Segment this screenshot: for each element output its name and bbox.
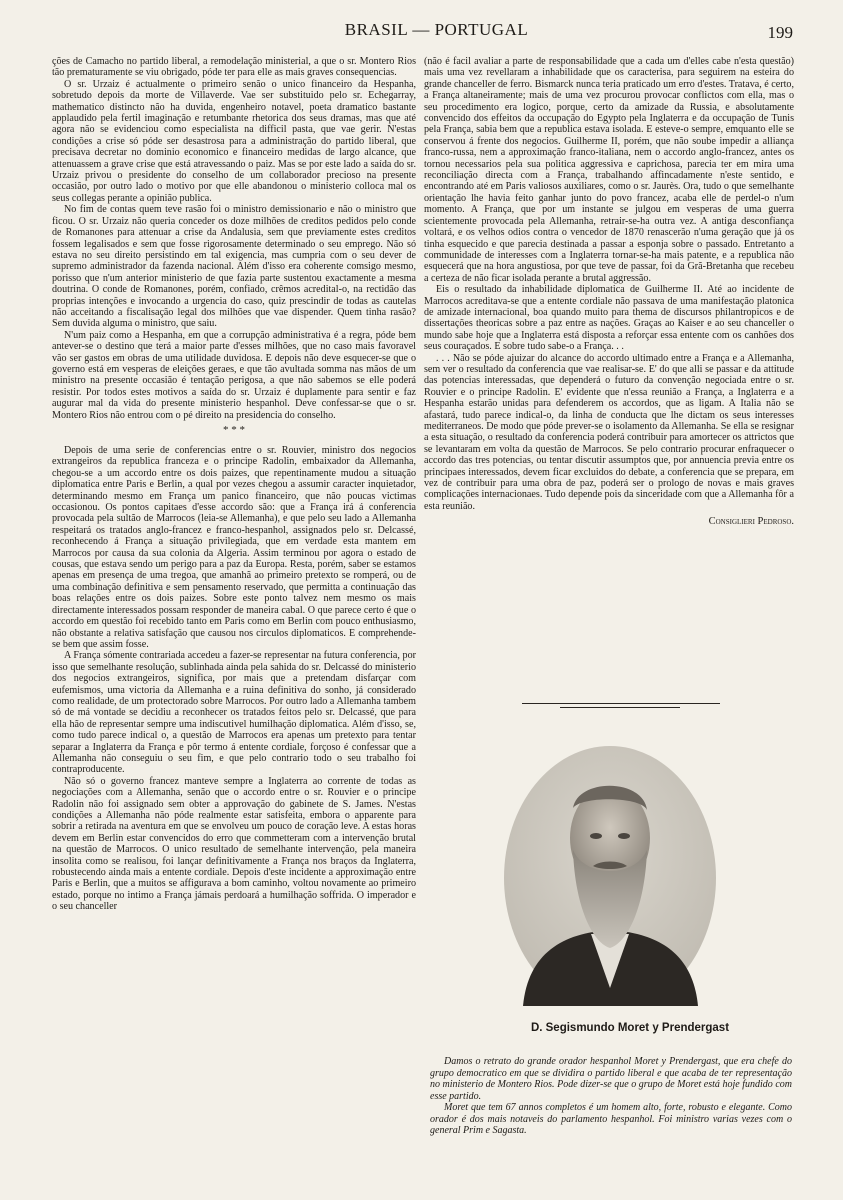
author-signature: Consiglieri Pedroso. [708, 516, 794, 528]
portrait-name: D. Segismundo Moret y Prendergast [530, 1022, 730, 1034]
caption-paragraph: Moret que tem 67 annos completos é um homem alto, forte, robusto e elegante. Como orador é dos mais notaveis do parlamento hespanhol. Foi ministro varias vezes com o general Prim e Sagasta. [430, 1102, 792, 1136]
article-paragraph: Depois de uma serie de conferencias entre o sr. Rouvier, ministro dos negocios extrangeiros da republica franceza e o principe Radolin, embaixador da Allemanha, chegou-se a um accordo entre os dois paizes, que repentinamente mudou a situação diplomatica entre Paris e Berlin, a qual por vezes chegou a assumir caracter inquietador, determinando mesmo em França um panico financeiro, que não poucas victimas occasionou. Os pontos capitaes d'esse accordo são: que a França irá á conferencia provocada pela sultão de Marrocos (leia-se Allemanha), e que pelo seu lado a Allemanha respeitará os tratados anglo-francez e franco-hespanhol, assignados pelo sr. Delcassé, reconhecendo á França a situação privilegiada, que em verdade esta mantem em Marrocos por causa da sua colonia da Algeria. Assim terminou por agora o estado de cousas, que estava sendo um perigo para a paz da Europa. Resta, porém, saber se estamos apenas em presença de uma tregoa, que amanhã ao primeiro pretexto se romperá, ou de uma combinação definitiva e sem pensamento reservado, que permitta a continuação das boas relações entre os dois paizes. Sobre este ponto talvez nem mesmo os mais directamente interessados possam responder de maneira cabal. O que parece certo é que o accordo em questão foi recebido tanto em Paris como em Berlin com pouco enthusiasmo, não obstante a relativa satisfação que causou nos circulos diplomaticos. E comprehende-se bem que assim fosse. [52, 445, 416, 650]
section-separator [52, 425, 416, 435]
separator-stars: * * * [223, 424, 245, 436]
portrait-caption [430, 1056, 792, 1137]
article-paragraph: ções de Camacho no partido liberal, a remodelação ministerial, a que o sr. Montero Rios tão prematuramente se viu obrigado, póde ter para elle as mais graves consequencias. [52, 56, 416, 79]
divider-rule [560, 707, 680, 708]
portrait-image [503, 738, 718, 1006]
article-paragraph: . . . Não se póde ajuizar do alcance do accordo ultimado entre a França e a Allemanha, sem ver o resultado da conferencia que vae realisar-se. E' do que alli se passar e da attitude das potencias interessadas, que dependerá o futuro da convenção negociada entre o sr. Rouvier e o principe Radolin. E' evidente que n'essa reunião a França, a Inglaterra e a Hespanha estarão unidas para defenderem os accordos, que as ligam. A Italia não se afastará, tudo parece indical-o, da linha de conducta que lhe dictam os seus interesses mediterraneos. De modo que póde prever-se o isolamento da Allemanha. Se ella se resignar a esta situação, o resultado da conferencia poderá contribuir para amortecer os attrictos que se levantaram em volta da questão de Marrocos. Se pelo contrario procurar enfraquecer o accordo das tres potencias, ou tentar discutir assumptos que, por annuencia previa entre os principaes interessados, devem ficar excluidos do debate, a conferencia que se prepara, em vez de contribuir para uma obra de paz, poderá ser o prologo de novas e mais graves complicações internacionaes. Tudo depende pois da sinceridade com que a Allemanha fôr a esta reunião. [424, 352, 794, 512]
divider-rule [522, 703, 720, 704]
page-number: 199 [767, 23, 793, 42]
caption-paragraph: Damos o retrato do grande orador hespanhol Moret y Prendergast, que era chefe do grupo democratico em que se dividira o partido liberal e que acaba de ter representação no ministerio de Montero Rios. Pode dizer-se que o grupo de Moret está hoje fundido com esse partido. [430, 1056, 792, 1102]
left-column [52, 56, 416, 1188]
article-paragraph: O sr. Urzaiz é actualmente o primeiro senão o unico financeiro da Hespanha, sobretudo depois da morte de Villaverde. Vae ser substituido pelo sr. Echegarray, mathematico distincto não ha duvida, engenheiro notavel, poeta dramatico bastante applaudido pela fertil imaginação e retumbante rhetorica dos seus dramas, mas que até agora não se evidenciou como especialista na difficil pasta, que vae gerir. N'estas condições a crise só póde ser desastrosa para a administração do partido liberal, que precisava decretar no dominio economico e financeiro medidas de largo alcance, que attenuassem a grave crise que está atravessando o paiz. Mas se por este lado a saída do sr. Urzaiz privou o presidente do conselho de um collaborador precioso na presente occasião, por outro lado o motivo por que elle abandonou o ministerio colloca mal os seus collegas perante a opinião publica. [52, 78, 416, 204]
portrait-eye-right [618, 833, 630, 839]
portrait-eye-left [590, 833, 602, 839]
right-column [424, 56, 794, 696]
article-paragraph: A França sómente contrariada accedeu a fazer-se representar na futura conferencia, por isso que semelhante resolução, sublinhada ainda pela sahida do sr. Delcassé do ministerio dos negocios extrangeiros, significa, por mais que a pretendam disfarçar com eufemismos, uma victoria da Allemanha e a ruina definitiva do sonho, já considerado como realidade, de um protectorado sobre Marrocos. Por outro lado a Allemanha tambem só de má vontade se decidiu a reconhecer os tratados feitos pelo sr. Delcassé, que para ella hão de representar sempre uma indiscutivel humilhação diplomatica. Além d'isso, se, como tudo parece indical o, a questão de Marrocos era apenas um pretexto para tentar separar a Inglaterra da França e pôr termo á entente cordiale, forçoso é confessar que a Allemanha não conseguiu o seu fim, e que pelo contrario todo o seu trabalho foi contraproducente. [52, 650, 416, 776]
article-paragraph: Não só o governo francez manteve sempre a Inglaterra ao corrente de todas as negociações com a Allemanha, senão que o accordo entre o sr. Rouvier e o principe Radolin não foi assignado sem obter a approvação do gabinete de S. James. N'estas condições a Allemanha não póde realmente estar satisfeita, embora o apparente para sobrir a retirada na aventura em que se envolveu um pouco de coração leve. A estas horas devem em Berlin estar convencidos do erro que commetteram com a intervenção brutal na questão de Marrocos. O unico resultado de semelhante intervenção, pela maneira insolita como se realisou, foi lançar definitivamente a França nos braços da Inglaterra, robustecendo ainda mais a entente cordiale. Depois d'este incidente a approximação entre Paris e Berlin, que a muitos se affigurava a bom caminho, voltou novamente ao primeiro estado, porque no intimo a França jámais perdoará a humilhação soffrida. O imperador e o seu chanceller [52, 775, 416, 913]
running-title: BRASIL — PORTUGAL [344, 20, 529, 39]
article-paragraph: No fim de contas quem teve rasão foi o ministro demissionario e não o ministro que ficou. O sr. Urzaiz não queria conceder os doze milhões de creditos pedidos pelo conde de Romanones para attenuar a crise da Andalusia, sem que previamente estes creditos fossem legalisados e sem que fosse rigorosamente determinado o seu emprego. Não só estava no seu direito persistindo em tal exigencia, mas cumpria com o seu dever de supremo administrador da fazenda nacional. Além d'isso era coherente comsigo mesmo, porisso que n'um anterior ministerio de que fazia parte sustentou exactamente a mesma doutrina. O conde de Romanones, porém, confiado, crêmos acredital-o, na rectidão das proprias intenções e invocando a urgencia do caso, quiz prescindir de todas as cautelas não acceitando a fiscalisação legal dos milhões que vae dispender. Quem tinha rasão? Sem duvida alguma o ministro, que saiu. [52, 204, 416, 330]
page-header [60, 20, 813, 46]
article-paragraph: N'um paiz como a Hespanha, em que a corrupção administrativa é a regra, póde bem antever-se o destino que terá a maior parte d'esses milhões, que no caso mais favoravel vão ser gastos em obras de uma utilidade duvidosa. E depois não deve esquecer-se que o governo está em vesperas de eleições geraes, e que tão avultada somma nas mãos de um ministro na presente occasião é tentação perigosa, a que não sabemos se elle poderá resistir. Por todos estes motivos a saída do sr. Urzaiz é duplamente para sentir e faz augurar mal da vida do presente ministerio hespanhol. Deve confessar-se que o sr. Montero Rios não entrou com o pé direito na presidencia do conselho. [52, 329, 416, 421]
article-paragraph: Eis o resultado da inhabilidade diplomatica de Guilherme II. Até ao incidente de Marrocos acreditava-se que a entente cordiale não passava de uma manifestação platonica de amizade internacional, boa quando muito para thema de discursos philantropicos e de dissertações theoricas sobre a paz entre as nações. Graças ao Kaiser e ao seu chanceller o mundo sabe hoje que a Inglaterra está disposta a reforçar essa entente com os canhões dos seus couraçados. E sobre tudo sabe-o a França. . . [424, 284, 794, 353]
article-paragraph: (não é facil avaliar a parte de responsabilidade que a cada um d'elles cabe n'esta questão) mais uma vez revellaram a inhabilidade que os caracterisa, para seguirem na esteira do grande chanceller de ferro. Bismarck nunca teria praticado um erro d'estes. Tratava, é certo, a França altaneiramente; mais de uma vez procurou provocar conflictos com ella, mas o seu procedimento era logico, porque, certo da amizade da Russia, e absolutamente convencido dos effeitos da occupação do Egypto pela Inglaterra e da occupação de Tunis pela França, sabia bem que a republica estava isolada. E esteve-o sempre, emquanto elle se conservou á frente dos negocios. Guilherme II, porém, que não soube impedir a alliança franco-russa, nem a approximação franco-italiana, nem o accordo anglo-francez, antes os tornou necessarios pela sua politica aggressiva e caprichosa, parecia ter em mira uma reconciliação directa com a França, trabalhando affincadamente n'este sentido, e encontrando até em Paris valiosos auxiliares, como o sr. Jaurès. Ora, tudo o que semelhante orientação lhe havia feito ganhar junto do povo francez, acaba elle de perdel-o n'um momento. A França, que por um instante se julgou em vesperas de uma guerra scientemente provocada pela Allemanha, retrair-se-ha outra vez. A antiga desconfiança voltará, e os velhos odios contra o vencedor de 1870 renascerão n'uma geração que já os tinha esquecido e que parecia destinada a passar a esponja sobre o passado. Entretanto a communidade de interesses com a Inglaterra tornar-se-ha mais patente, e a republica não esquecerá que na hora angustiosa, por que teve de passar, foi da Grã-Bretanha que recebeu a certeza de não ficar isolada perante a brutal aggressão. [424, 56, 794, 284]
